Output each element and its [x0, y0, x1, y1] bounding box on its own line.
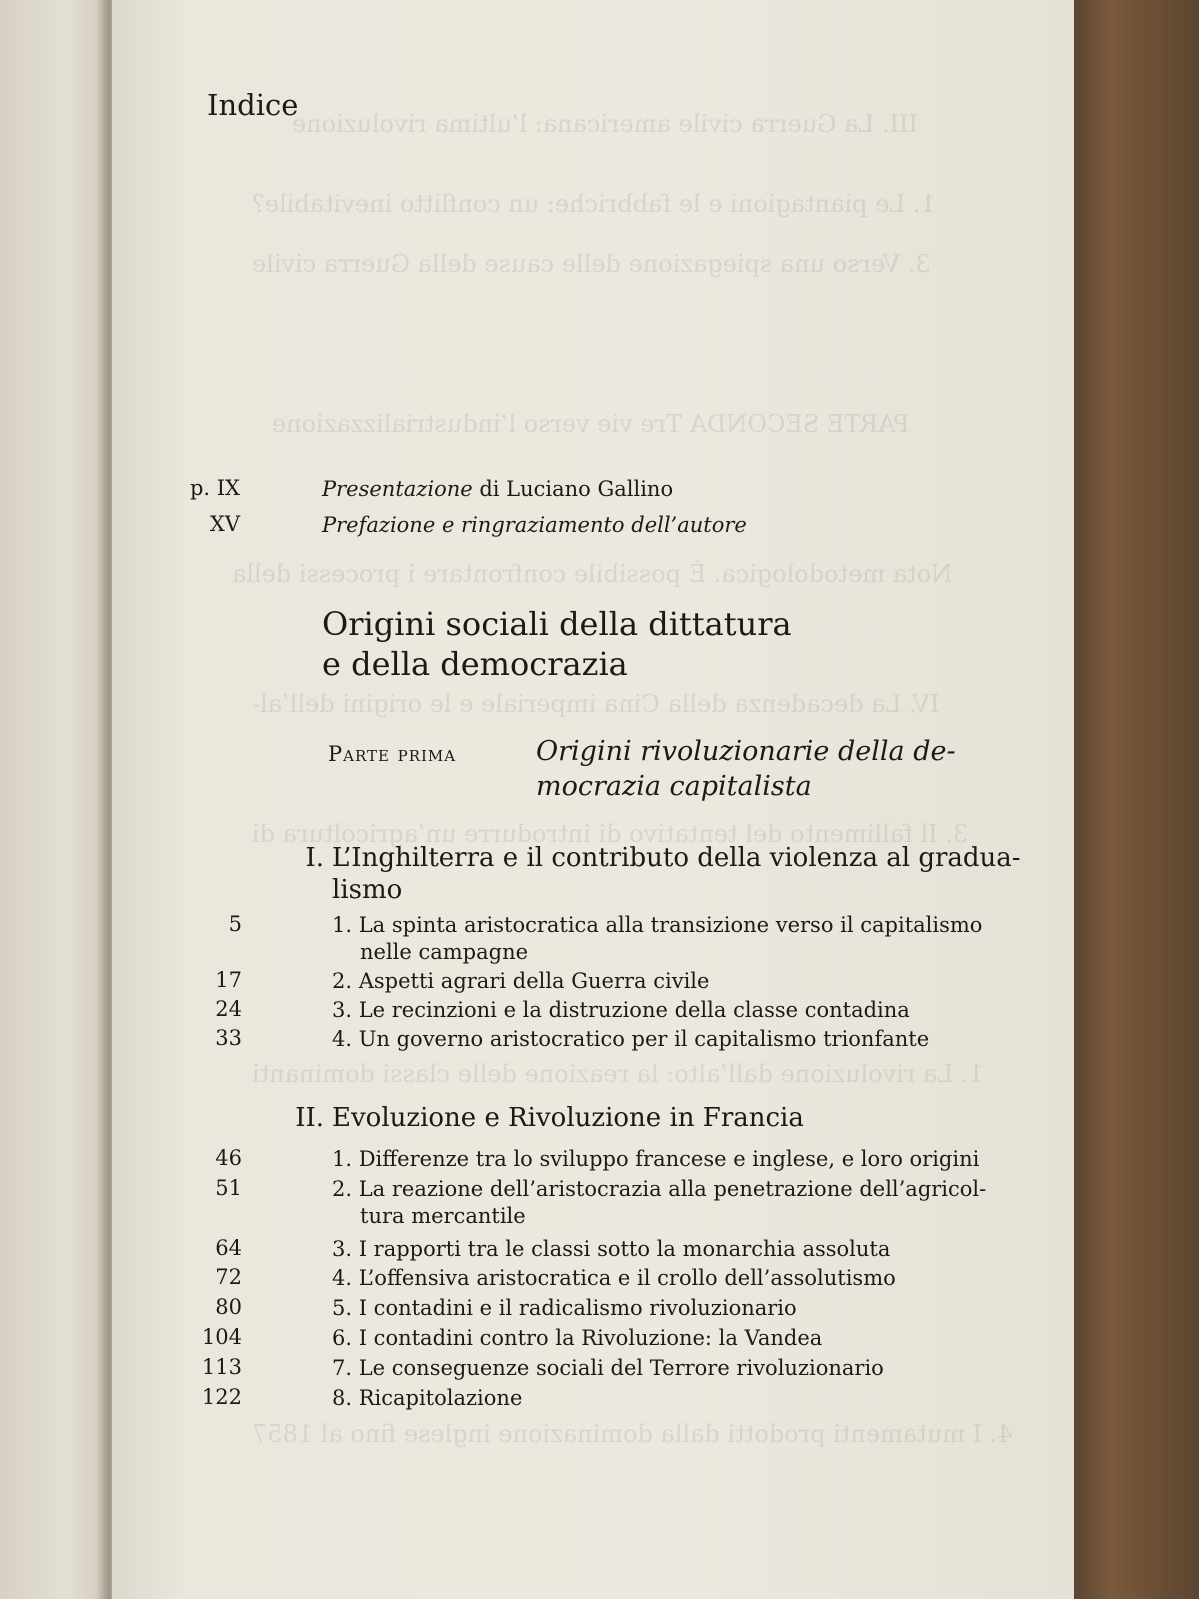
- show-through-text: 3. Il fallimento del tentativo di introdurre un’agricoltura di: [252, 820, 969, 848]
- section-page: 17: [215, 968, 242, 992]
- chapter-title: [332, 842, 1021, 906]
- front-matter-page: XV: [209, 512, 240, 536]
- section-line: nelle campagne: [360, 940, 529, 964]
- chapter-title-line: lismo: [332, 875, 403, 905]
- show-through-text: PARTE SECONDA Tre vie verso l’industrializzazione: [272, 410, 910, 438]
- section-page: 33: [215, 1026, 242, 1050]
- part-label: Parte prima: [328, 742, 457, 766]
- section-entry: 4. L’offensiva aristocratica e il crollo dell’assolutismo: [332, 1266, 896, 1290]
- section-page: 80: [215, 1295, 242, 1319]
- section-line: 1. La spinta aristocratica alla transizione verso il capitalismo: [332, 913, 983, 937]
- front-matter-title: Prefazione e ringraziamento dell’autore: [322, 513, 747, 537]
- part-title: [536, 734, 956, 804]
- section-entry: 8. Ricapitolazione: [332, 1386, 523, 1410]
- wooden-background: [1074, 0, 1199, 1599]
- front-matter-page: p. IX: [189, 476, 240, 500]
- section-entry: 6. I contadini contro la Rivoluzione: la Vandea: [332, 1326, 823, 1350]
- section-page: 46: [215, 1146, 242, 1170]
- show-through-text: Nota metodologica. È possibile confrontare i processi della: [232, 560, 953, 588]
- front-matter-entry: [322, 476, 673, 503]
- section-page: 122: [201, 1385, 242, 1409]
- section-line: tura mercantile: [360, 1204, 526, 1228]
- show-through-text: 4. I mutamenti prodotti dalla dominazione inglese fino al 1857: [252, 1420, 1013, 1448]
- section-entry: [332, 1176, 986, 1230]
- chapter-title-line: L’Inghilterra e il contributo della violenza al gradua-: [332, 843, 1021, 873]
- section-page: 5: [228, 912, 242, 936]
- front-matter-title: Presentazione: [322, 477, 473, 501]
- chapter-number: II.: [295, 1103, 324, 1133]
- section-entry: 5. I contadini e il radicalismo rivoluzionario: [332, 1296, 797, 1320]
- section-line: 2. La reazione dell’aristocrazia alla penetrazione dell’agricol-: [332, 1177, 987, 1201]
- part-title-line: mocrazia capitalista: [536, 771, 812, 802]
- book-title: [322, 604, 792, 684]
- show-through-text: 1. Le piantagioni e le fabbriche: un conflitto inevitabile?: [252, 190, 936, 218]
- section-entry: 3. I rapporti tra le classi sotto la monarchia assoluta: [332, 1237, 891, 1261]
- book-title-line: e della democrazia: [322, 645, 628, 683]
- section-entry: 3. Le recinzioni e la distruzione della classe contadina: [332, 998, 910, 1022]
- section-page: 51: [215, 1176, 242, 1200]
- section-entry: 4. Un governo aristocratico per il capitalismo trionfante: [332, 1027, 930, 1051]
- show-through-text: 1. La rivoluzione dall’alto: la reazione delle classi dominanti: [252, 1060, 984, 1088]
- show-through-text: IV. La decadenza della Cina imperiale e le origini dell’al-: [252, 690, 940, 718]
- section-entry: [332, 912, 982, 966]
- chapter-number: I.: [305, 843, 324, 873]
- section-entry: 1. Differenze tra lo sviluppo francese e inglese, e loro origini: [332, 1147, 980, 1171]
- page-title: Indice: [207, 88, 299, 122]
- front-matter-author: di Luciano Gallino: [472, 477, 674, 501]
- section-page: 72: [215, 1265, 242, 1289]
- section-page: 64: [215, 1236, 242, 1260]
- part-title-line: Origini rivoluzionarie della de-: [536, 736, 956, 767]
- chapter-title: Evoluzione e Rivoluzione in Francia: [332, 1103, 804, 1133]
- show-through-text: III. La Guerra civile americana: l’ultima rivoluzione: [292, 110, 918, 138]
- section-page: 113: [201, 1355, 242, 1379]
- show-through-text: 3. Verso una spiegazione delle cause della Guerra civile: [252, 250, 931, 278]
- section-entry: 7. Le conseguenze sociali del Terrore rivoluzionario: [332, 1356, 884, 1380]
- section-entry: 2. Aspetti agrari della Guerra civile: [332, 969, 710, 993]
- index-page: [112, 0, 1074, 1599]
- section-page: 104: [201, 1325, 242, 1349]
- book-title-line: Origini sociali della dittatura: [322, 605, 792, 643]
- section-page: 24: [215, 997, 242, 1021]
